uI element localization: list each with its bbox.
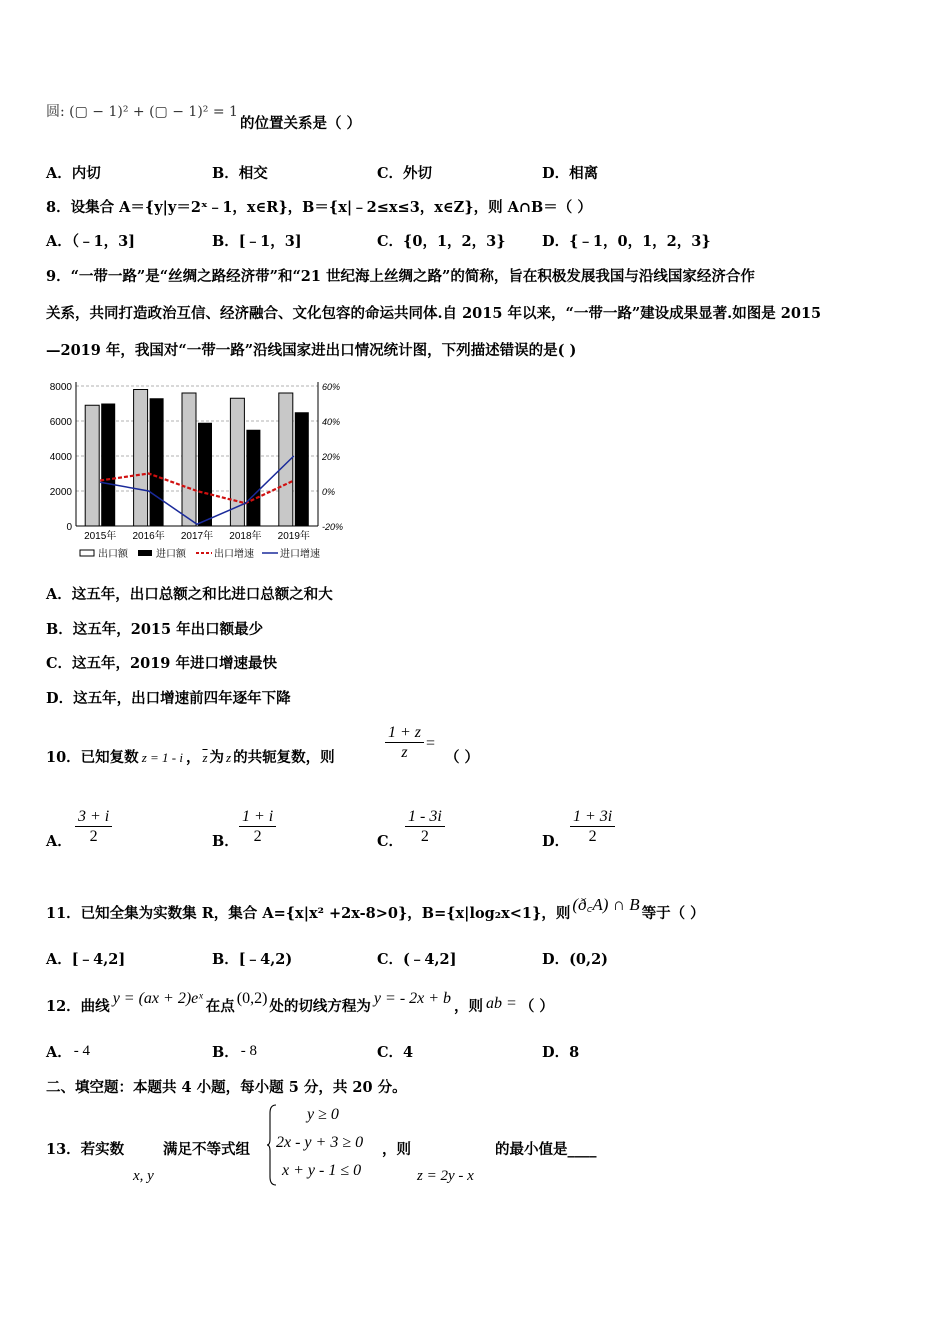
q10-option-d-frac	[570, 808, 615, 847]
q7-option-c: C．外切	[377, 165, 433, 182]
import-bar	[198, 423, 212, 526]
q12-tangent: 处的切线方程为	[269, 998, 371, 1015]
right-tick-label: 0%	[322, 487, 336, 497]
q10-fraction	[385, 724, 424, 763]
right-tick-label: 40%	[322, 417, 341, 427]
legend-label: 出口额	[98, 549, 128, 560]
legend-label: 进口增速	[280, 549, 320, 560]
legend-swatch-import	[138, 550, 152, 556]
q12-option-c: C．4	[377, 1044, 414, 1061]
q10-option-b-label: B．	[212, 833, 239, 850]
q10-paren: （ ）	[445, 749, 480, 766]
q9-option-a: A．这五年，出口总额之和比进口总额之和大	[46, 586, 333, 603]
q9-option-b: B．这五年，2015 年出口额最少	[46, 621, 264, 638]
trade-chart	[40, 376, 350, 566]
q12-ab: ab =	[486, 995, 517, 1012]
q12-option-b-value: - 8	[240, 1043, 258, 1059]
q12-option-b	[212, 1044, 257, 1062]
q12-option-b-label: B．	[212, 1044, 239, 1061]
q7-option-b: B．相交	[212, 165, 268, 182]
q12-at: 在点	[205, 998, 235, 1015]
q10-frac-den: z	[401, 744, 408, 761]
q8-stem: 8．设集合 A＝{y|y＝2ˣ﹣1，x∈R}，B＝{x|﹣2≤x≤3，x∈Z}，则 A∩B＝（ ）	[46, 199, 592, 216]
q10-option-d-label: D．	[542, 833, 570, 850]
import-bar	[246, 430, 260, 526]
q10-option-a-num: 3 + i	[78, 808, 110, 825]
q13-then: ，则	[382, 1141, 411, 1158]
left-tick-label: 6000	[49, 417, 72, 428]
q13-stem-a: 13．若实数	[46, 1141, 125, 1158]
q11-option-a: A．[﹣4,2]	[46, 951, 126, 968]
import-growth-line	[100, 456, 294, 524]
q7-stem-image-text: 圆: (▢ − 1)² + (▢ − 1)² = 1	[46, 104, 238, 120]
import-bar	[295, 412, 309, 526]
q13-ineq1: y ≥ 0	[307, 1106, 339, 1123]
q8-option-d: D．{﹣1，0，1，2，3}	[542, 233, 711, 250]
q12-option-d: D．8	[542, 1044, 580, 1061]
q11-option-c: C．(﹣4,2]	[377, 951, 457, 968]
q13-tail: 的最小值是____	[495, 1141, 597, 1158]
q10-option-b-den: 2	[253, 828, 262, 845]
q13-ineq2: 2x - y + 3 ≥ 0	[276, 1134, 364, 1151]
q10-option-c-label: C．	[377, 833, 404, 850]
q12-paren: （ ）	[519, 998, 554, 1015]
q12-then: ，则	[454, 998, 484, 1015]
export-bar	[85, 405, 99, 526]
q12-curve: y = (ax + 2)eˣ	[112, 990, 203, 1007]
q12-option-a-value: - 4	[73, 1043, 91, 1059]
export-bar	[182, 393, 196, 526]
q10-zbar: $\overline{z}$	[202, 750, 208, 765]
q8-option-b: B．[﹣1，3]	[212, 233, 302, 250]
q11-option-d: D．(0,2)	[542, 951, 609, 968]
q11-stem-a: 11．已知全集为实数集 R，集合 A={x|x² +2x-8>0}，B={x|log₂x<1}，则	[46, 905, 571, 922]
q10-option-d-num: 1 + 3i	[573, 808, 613, 825]
left-tick-label: 4000	[49, 452, 72, 463]
x-tick-label: 2016年	[132, 531, 165, 542]
q10-z2: z	[226, 750, 232, 765]
legend-swatch-export	[80, 550, 94, 556]
q7-stem-tail: 的位置关系是（ ）	[240, 115, 362, 132]
q10-stem-num: 10．已知复数	[46, 749, 139, 766]
q10-z-def: z = 1 - i	[141, 750, 183, 765]
q10-eq: =	[426, 735, 436, 752]
q9-line3: —2019 年，我国对“一带一路”沿线国家进出口情况统计图，下列描述错误的是( )	[46, 342, 577, 359]
import-bar	[150, 398, 164, 526]
q13-vars: x, y	[133, 1168, 154, 1184]
q13-ineq3: x + y - 1 ≤ 0	[282, 1162, 362, 1179]
q10-comma: ，	[185, 749, 201, 766]
q12-option-a	[46, 1044, 90, 1062]
q10-conj-text: 的共轭复数，则	[233, 749, 335, 766]
export-bar	[134, 390, 148, 527]
q9-option-c: C．这五年，2019 年进口增速最快	[46, 655, 277, 672]
x-tick-label: 2018年	[229, 531, 262, 542]
right-tick-label: 20%	[322, 452, 341, 462]
x-tick-label: 2017年	[180, 531, 214, 542]
q10-option-b-frac	[239, 808, 276, 847]
q10-option-c-num: 1 - 3i	[408, 808, 442, 825]
q11-stem-b: 等于（ ）	[641, 905, 705, 922]
q10-option-b-num: 1 + i	[242, 808, 274, 825]
x-tick-label: 2019年	[277, 531, 310, 542]
q9-line2: 关系，共同打造政治互信、经济融合、文化包容的命运共同体.自 2015 年以来，“一带一路”建设成果显著.如图是 2015	[46, 305, 822, 322]
q10-option-a-frac	[75, 808, 112, 847]
q8-option-a: A．（﹣1，3]	[46, 233, 136, 250]
left-tick-label: 0	[66, 522, 72, 533]
q10-stem	[46, 749, 335, 767]
q11-stem	[46, 895, 705, 923]
q11-expr: (ð꜀A) ∩ B	[572, 895, 640, 914]
q8-option-c: C．{0，1，2，3}	[377, 233, 506, 250]
q13-z: z = 2y - x	[417, 1168, 474, 1184]
q12-point: (0,2)	[236, 990, 268, 1007]
section-2-heading: 二、填空题：本题共 4 小题，每小题 5 分，共 20 分。	[46, 1079, 407, 1096]
q9-line1: 9．“一带一路”是“丝绸之路经济带”和“21 世纪海上丝绸之路”的简称，旨在积极发展我国与沿线国家经济合作	[46, 268, 755, 285]
q11-option-b: B．[﹣4,2)	[212, 951, 293, 968]
q12-stem	[46, 990, 554, 1016]
legend-label: 出口增速	[214, 549, 254, 560]
right-tick-label: 60%	[322, 382, 341, 392]
export-growth-line	[100, 474, 294, 504]
q13-stem-b: 满足不等式组	[163, 1141, 250, 1158]
x-tick-label: 2015年	[84, 531, 117, 542]
right-tick-label: -20%	[322, 522, 344, 532]
left-tick-label: 2000	[49, 487, 72, 498]
q10-frac-num: 1 + z	[388, 724, 422, 741]
q10-option-a-label: A．	[46, 833, 72, 850]
q7-option-d: D．相离	[542, 165, 599, 182]
import-bar	[101, 404, 115, 527]
q12-line: y = - 2x + b	[373, 990, 452, 1007]
legend-label: 进口额	[156, 549, 186, 560]
q12-stem-a: 12．曲线	[46, 998, 110, 1015]
q10-option-c-frac	[405, 808, 445, 847]
q10-is: 为	[209, 749, 225, 766]
q7-option-a: A．内切	[46, 165, 101, 182]
q10-option-d-den: 2	[588, 828, 597, 845]
q9-option-d: D．这五年，出口增速前四年逐年下降	[46, 690, 291, 707]
q10-option-c-den: 2	[420, 828, 429, 845]
left-tick-label: 8000	[49, 382, 72, 393]
q10-option-a-den: 2	[89, 828, 98, 845]
q12-option-a-label: A．	[46, 1044, 72, 1061]
